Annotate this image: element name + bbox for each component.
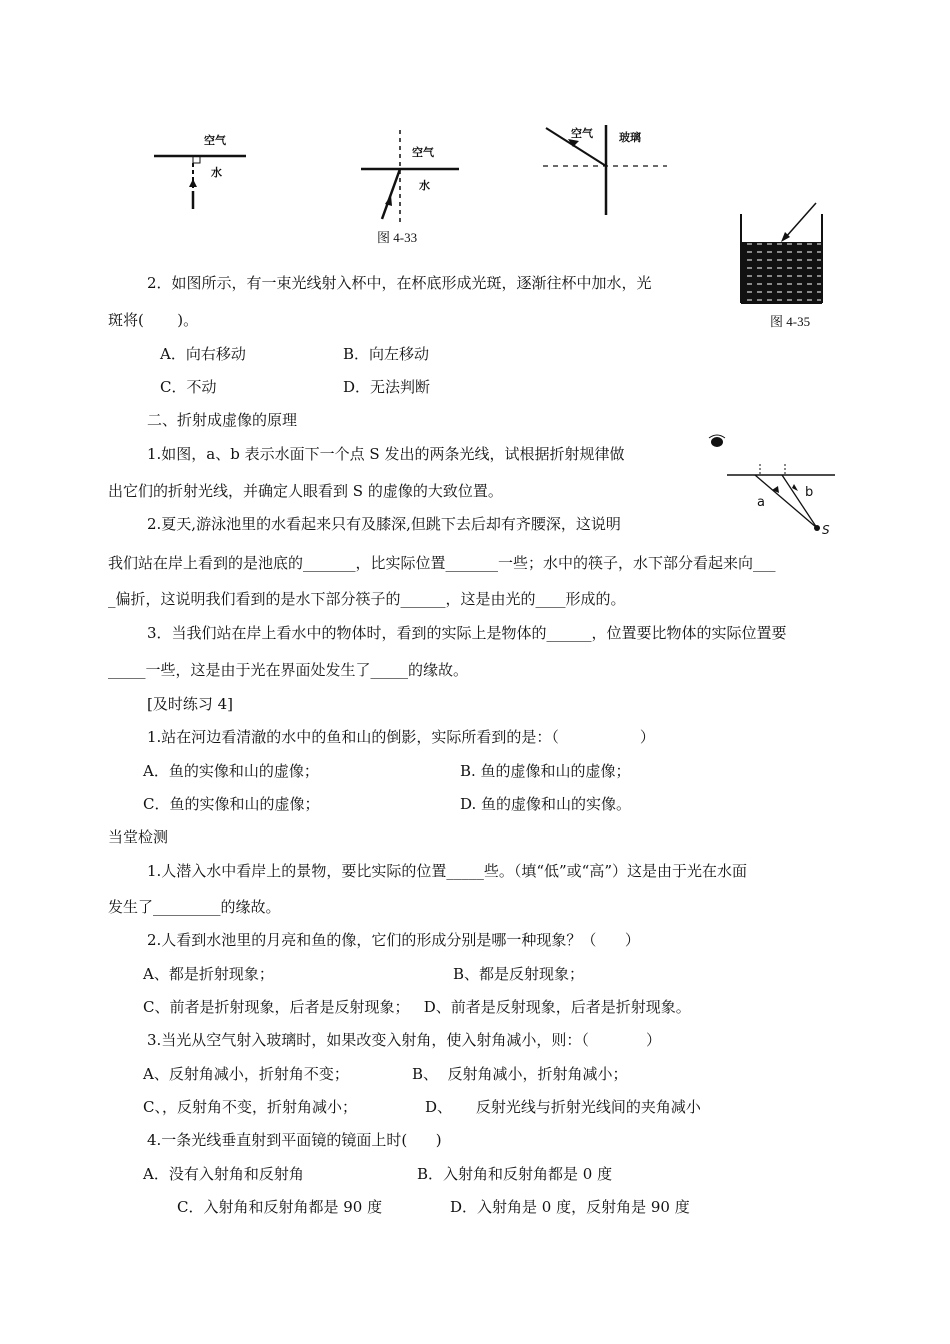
c-q3: 3.当光从空气射入玻璃时，如果改变入射角，使入射角减小，则：（ ） [147,1031,662,1049]
p4-q1: 1.站在河边看清澈的水中的鱼和山的倒影，实际所看到的是：（ ） [147,728,655,746]
q2-option-b: B．向左移动 [343,345,430,363]
c-q4-option-b: B．入射角和反射角都是 0 度 [417,1165,613,1183]
q2-option-c: C．不动 [160,378,217,396]
q2-text-line1: 2．如图所示，有一束光线射入杯中，在杯底形成光斑，逐渐往杯中加水，光 [147,274,652,292]
s2-q2-line3: _偏折，这说明我们看到的是水下部分筷子的______，这是由光的____形成的。 [108,590,626,608]
p4-option-d: D. 鱼的虚像和山的实像。 [460,795,632,813]
c-q4-option-a: A．没有入射角和反射角 [143,1165,304,1183]
c-q1-line2: 发生了_________的缘故。 [108,898,281,916]
p4-option-a: A．鱼的实像和山的虚像； [143,762,319,780]
virtual-image-diagram [705,430,840,535]
s2-q1-line1: 1.如图，a、b 表示水面下一个点 S 发出的两条光线，试根据折射规律做 [147,445,625,463]
c-q2-option-a: A、都是折射现象； [143,965,274,983]
fig-4-33-diagram-3 [540,120,670,220]
c-q3-option-c: C、，反射角不变，折射角减小； [143,1098,357,1116]
fig-4-35-caption: 图 4-35 [770,314,811,329]
fig-4-33-diagram-1 [150,125,250,220]
practice-4-heading: [及时练习 4] [147,695,234,713]
c-q2: 2.人看到水池里的月亮和鱼的像，它们的形成分别是哪一种现象？（ ） [147,931,640,949]
c-q4: 4.一条光线垂直射到平面镜的镜面上时( ) [147,1131,442,1149]
c-q2-option-b: B、都是反射现象； [453,965,585,983]
c-q2-option-cd: C、前者是折射现象，后者是反射现象； D、前者是反射现象，后者是折射现象。 [143,998,691,1016]
fig2-water-label: 水 [419,179,430,192]
c-q4-option-d: D．入射角是 0 度，反射角是 90 度 [450,1198,690,1216]
section-2-heading: 二、折射成虚像的原理 [147,411,298,429]
s2-q3-line2: _____一些，这是由于光在界面处发生了_____的缘故。 [108,661,469,679]
q2-option-d: D．无法判断 [343,378,431,396]
s2-q2-line2: 我们站在岸上看到的是池底的_______，比实际位置_______一些；水中的筷子，水下部分看起来向___ [108,554,776,572]
c-q3-option-a: A、反射角减小，折射角不变； [143,1065,349,1083]
c-q4-option-c: C．入射角和反射角都是 90 度 [177,1198,383,1216]
fig3-air-label: 空气 [571,127,593,140]
fig-virtual-label-b: b [805,485,814,500]
fig-4-33-diagram-2 [355,125,465,225]
fig2-air-label: 空气 [412,146,434,159]
p4-option-c: C．鱼的实像和山的虚像； [143,795,320,813]
fig3-glass-label: 玻璃 [619,131,641,144]
c-q1-line1: 1.人潜入水中看岸上的景物，要比实际的位置_____些。（填“低”或“高”）这是由于光在水面 [147,862,747,880]
s2-q2-line1: 2.夏天,游泳池里的水看起来只有及膝深,但跳下去后却有齐腰深，这说明 [147,515,621,533]
q2-text-line2: 斑将( )。 [108,311,199,329]
fig-virtual-label-s: S [822,523,830,537]
s2-q1-line2: 出它们的折射光线，并确定人眼看到 S 的虚像的大致位置。 [108,482,503,500]
fig-virtual-label-a: a [757,495,765,510]
s2-q3-line1: 3．当我们站在岸上看水中的物体时，看到的实际上是物体的______，位置要比物体的实际位置要 [147,624,787,642]
fig1-water-label: 水 [211,166,222,179]
p4-option-b: B. 鱼的虚像和山的虚像； [460,762,631,780]
check-heading: 当堂检测 [108,828,169,846]
q2-option-a: A．向右移动 [160,345,246,363]
fig-4-33-caption: 图 4-33 [377,230,418,245]
c-q3-option-d: D、 反射光线与折射光线间的夹角减小 [425,1098,701,1116]
fig-4-35-cup [735,200,830,310]
c-q3-option-b: B、 反射角减小，折射角减小； [412,1065,628,1083]
fig1-air-label: 空气 [204,134,226,147]
